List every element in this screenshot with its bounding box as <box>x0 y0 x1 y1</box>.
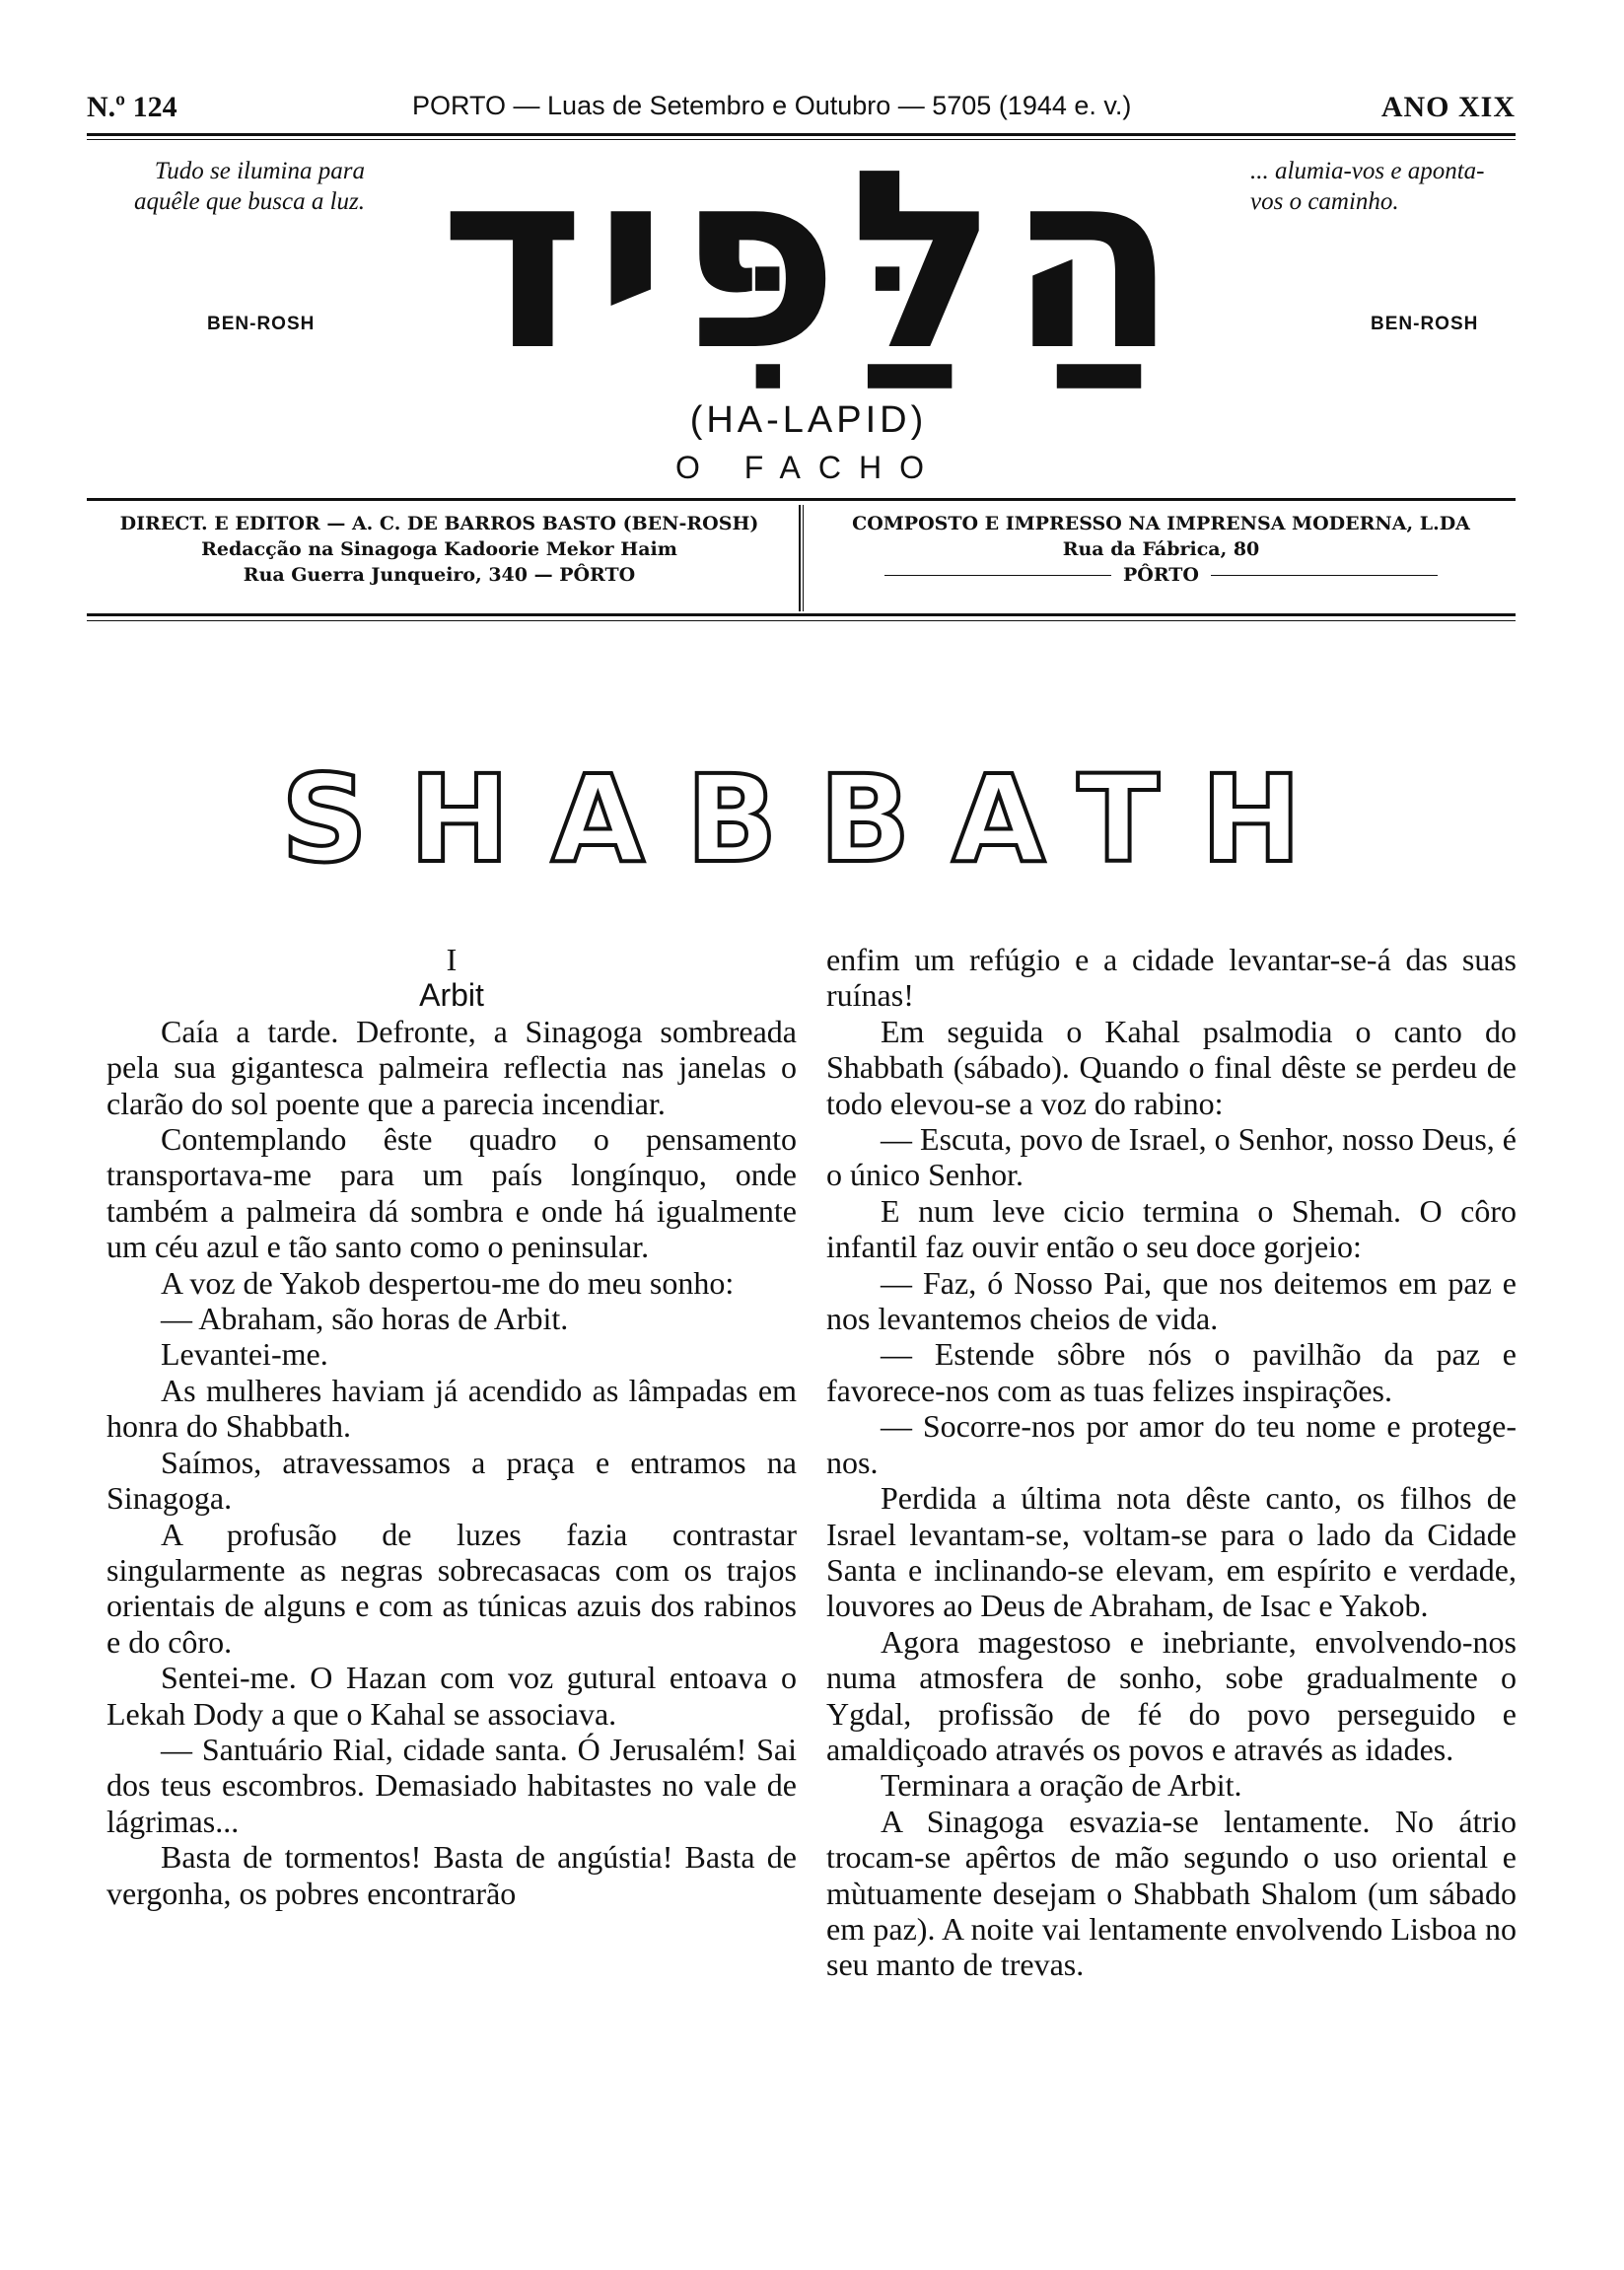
paragraph: Em seguida o Kahal psalmodia o canto do Shabbath (sábado). Quando o final dêste se perdeu de todo elevou-se a voz do rabino: <box>826 1013 1517 1121</box>
printer-imprint <box>809 511 1514 609</box>
epigraph-left-signature: BEN-ROSH <box>207 314 316 334</box>
place-date: PORTO — Luas de Setembro e Outubro — 5705 (1944 e. v.) <box>412 91 1132 120</box>
article-column-left <box>106 942 797 1911</box>
paragraph: Perdida a última nota dêste canto, os filhos de Israel levantam-se, voltam-se para o lado da Cidade Santa e inclinando-se elevam, em espírito e verdade, louvores ao Deus de Abraham, de Isac e Yakob. <box>826 1480 1517 1624</box>
imprint-bottom-rule <box>87 613 1516 616</box>
editor-line: DIRECT. E EDITOR — A. C. DE BARROS BASTO (BEN-ROSH) <box>119 513 759 534</box>
imprint-dash-left <box>884 575 1111 576</box>
right-paragraphs <box>826 1014 1517 1983</box>
printer-city: PÔRTO <box>1123 564 1199 586</box>
printer-line: COMPOSTO E IMPRESSO NA IMPRENSA MODERNA, L.DA <box>852 513 1470 534</box>
paragraph: E num leve cicio termina o Shemah. O côro infantil faz ouvir então o seu doce gorjeio: <box>826 1192 1517 1265</box>
section-number: I <box>446 942 458 977</box>
article-column-right <box>826 942 1517 1983</box>
masthead-subtitle-translation: O FACHO <box>674 450 942 485</box>
paragraph: Agora magestoso e inebriante, envolvendo-nos numa atmosfera de sonho, sobe gradualmente o Ygdal, profissão de fé do povo perseguido e amaldiçoado através os povos e através as idades. <box>826 1623 1517 1767</box>
editorial-office-line: Redacção na Sinagoga Kadoorie Mekor Haim <box>201 538 677 560</box>
issue-number: N.º 124 <box>87 91 177 123</box>
masthead-subtitle: (HA-LAPID) <box>689 399 928 441</box>
paragraph-continuation: enfim um refúgio e a cidade levantar-se-á das suas ruínas! <box>826 942 1517 1014</box>
paragraph: — Santuário Rial, cidade santa. Ó Jerusalém! Sai dos teus escombros. Demasiado habitastes no vale de lágrimas... <box>106 1731 797 1839</box>
left-paragraphs <box>106 1014 797 1911</box>
epigraph-right-signature: BEN-ROSH <box>1371 314 1479 334</box>
paragraph: Levantei-me. <box>161 1336 328 1373</box>
paragraph: Sentei-me. O Hazan com voz gutural entoava o Lekah Dody a que o Kahal se associava. <box>106 1660 797 1732</box>
paragraph: A voz de Yakob despertou-me do meu sonho: <box>161 1264 735 1301</box>
article-headline: SHABBATH <box>281 749 1343 889</box>
imprint-divider <box>799 505 801 611</box>
paragraph: Contemplando êste quadro o pensamento transportava-me para um país longínquo, onde também a palmeira dá sombra e onde há igualmente um céu azul e tão santo como o peninsular. <box>106 1121 797 1265</box>
paragraph: — Estende sôbre nós o pavilhão da paz e favorece-nos com as tuas felizes inspirações. <box>826 1336 1517 1408</box>
paragraph: Caía a tarde. Defronte, a Sinagoga sombreada pela sua gigantesca palmeira reflectia nas janelas o clarão do sol poente que a parecia incendiar. <box>106 1013 797 1121</box>
volume-year: ANO XIX <box>1380 91 1516 123</box>
epigraph-left: Tudo se ilumina para aquêle que busca a luz. <box>134 158 365 215</box>
paragraph: A profusão de luzes fazia contrastar singularmente as negras sobrecasacas com os trajos orientais de alguns e com as túnicas azuis dos rabinos e do côro. <box>106 1516 797 1660</box>
paragraph: — Abraham, são horas de Arbit. <box>161 1301 569 1337</box>
paragraph: Terminara a oração de Arbit. <box>881 1767 1242 1804</box>
paragraph: Saímos, atravessamos a praça e entramos na Sinagoga. <box>106 1444 797 1517</box>
imprint-dash-right <box>1211 575 1438 576</box>
hebrew-masthead-title: הַלַּפִּיד <box>439 117 1187 404</box>
imprint-divider-thin <box>803 505 804 611</box>
epigraph-right: ... alumia-vos e aponta-vos o caminho. <box>1250 158 1485 215</box>
paragraph: As mulheres haviam já acendido as lâmpadas em honra do Shabbath. <box>106 1372 797 1445</box>
editorial-address-line: Rua Guerra Junqueiro, 340 — PÔRTO <box>243 564 636 586</box>
imprint-top-rule <box>87 498 1516 501</box>
paragraph: — Escuta, povo de Israel, o Senhor, nosso Deus, é o único Senhor. <box>826 1121 1517 1193</box>
section-title: Arbit <box>419 977 484 1014</box>
paragraph: — Faz, ó Nosso Pai, que nos deitemos em paz e nos levantemos cheios de vida. <box>826 1264 1517 1337</box>
paragraph: Basta de tormentos! Basta de angústia! Basta de vergonha, os pobres encontrarão <box>106 1839 797 1911</box>
paragraph: A Sinagoga esvazia-se lentamente. No átrio trocam-se apêrtos de mão segundo o uso oriental e mùtuamente desejam o Shabbath Shalom (um sábado em paz). A noite vai lentamente envolvendo Lisboa no seu manto de trevas. <box>826 1803 1517 1983</box>
printer-address-line: Rua da Fábrica, 80 <box>1062 538 1260 560</box>
imprint-bottom-rule-thin <box>87 620 1516 621</box>
paragraph: — Socorre-nos por amor do teu nome e protege-nos. <box>826 1408 1517 1480</box>
editor-imprint <box>87 511 792 609</box>
